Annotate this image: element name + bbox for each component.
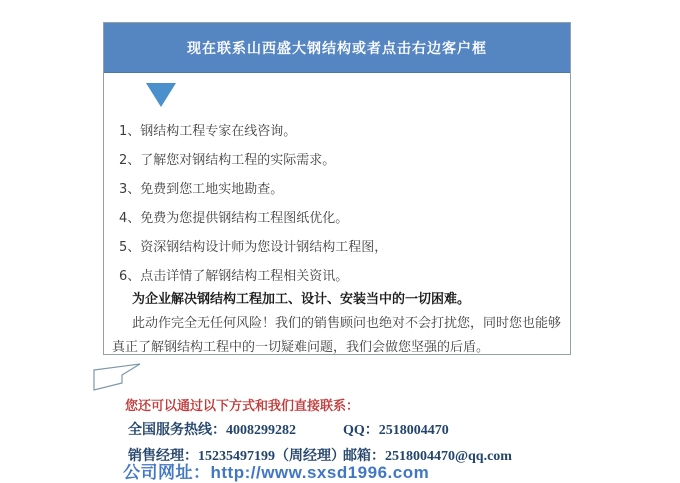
contact-row-hotline bbox=[0, 419, 680, 439]
flag-icon bbox=[92, 358, 144, 394]
website-row bbox=[123, 458, 429, 483]
website-label: 公司网址： bbox=[123, 463, 211, 482]
list-item: 1、钢结构工程专家在线咨询。 bbox=[119, 124, 297, 139]
qq-label: QQ： bbox=[343, 423, 379, 438]
list-item: 3、免费到您工地实地勘查。 bbox=[119, 182, 284, 197]
qq-number: 2518004470 bbox=[378, 423, 449, 438]
manager-number: 15235497199（周经理） bbox=[198, 449, 345, 464]
hotline-label: 全国服务热线： bbox=[128, 423, 226, 438]
website-link[interactable]: http://www.sxsd1996.com bbox=[210, 463, 430, 482]
reassurance-paragraph: 此动作完全无任何风险！我们的销售顾问也绝对不会打扰您，同时您也能够真正了解钢结构工程中的一切疑难问题，我们会做您坚强的后盾。 bbox=[112, 316, 562, 355]
emphasis-text: 为企业解决钢结构工程加工、设计、安装当中的一切困难。 bbox=[132, 292, 471, 307]
down-triangle-icon bbox=[146, 83, 176, 107]
steps-list bbox=[104, 117, 570, 291]
contact-intro: 您还可以通过以下方式和我们直接联系： bbox=[125, 399, 360, 414]
email-address: 2518004470@qq.com bbox=[385, 449, 512, 464]
email-label: 邮箱： bbox=[343, 449, 385, 464]
list-item: 6、点击详情了解钢结构工程相关资讯。 bbox=[119, 269, 349, 284]
hotline-number: 4008299282 bbox=[226, 423, 296, 438]
promo-panel bbox=[103, 22, 571, 355]
panel-title: 现在联系山西盛大钢结构或者点击右边客户框 bbox=[187, 40, 487, 57]
list-item: 4、免费为您提供钢结构工程图纸优化。 bbox=[119, 211, 349, 226]
list-item: 5、资深钢结构设计师为您设计钢结构工程图， bbox=[119, 240, 388, 255]
list-item: 2、了解您对钢结构工程的实际需求。 bbox=[119, 153, 336, 168]
manager-label: 销售经理： bbox=[128, 449, 198, 464]
panel-header bbox=[104, 23, 570, 73]
